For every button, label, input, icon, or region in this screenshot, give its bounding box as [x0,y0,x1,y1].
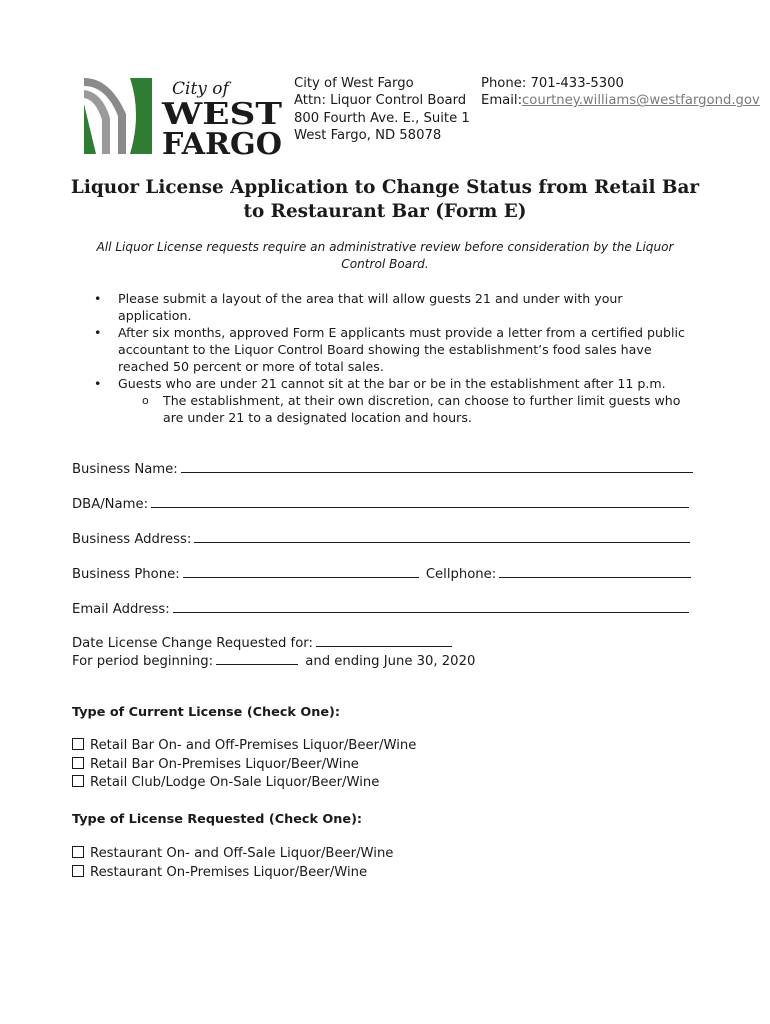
dba-name-input-line[interactable] [151,494,689,508]
intro-line: Control Board. [341,257,429,271]
address-line: Attn: Liquor Control Board [294,93,467,109]
bullet-line: The establishment, at their own discretion, can choose to further limit guests who [163,393,681,408]
checkbox-option[interactable] [72,774,416,793]
current-license-heading: Type of Current License (Check One): [72,705,341,720]
phone-text: Phone: 701-433-5300 [481,76,624,91]
business-name-input-line[interactable] [181,459,693,473]
dba-name-field [72,494,689,513]
sub-list-item [92,392,702,426]
city-of-west-fargo-logo [80,74,284,156]
date-change-label: Date License Change Requested for: [72,636,313,651]
dba-name-label: DBA/Name: [72,497,149,512]
option-label: Restaurant On-Premises Liquor/Beer/Wine [90,864,368,880]
address-line: West Fargo, ND 58078 [294,128,442,144]
checkbox-icon[interactable] [72,757,84,769]
requested-license-options [72,845,393,882]
checkbox-option[interactable] [72,737,416,756]
checkbox-icon[interactable] [72,865,84,877]
list-item [92,324,702,375]
email-address-input-line[interactable] [173,599,689,613]
email-label: Email: [481,93,523,109]
bullet-line: Guests who are under 21 cannot sit at the bar or be in the establishment after 11 p.m. [118,376,666,391]
bullet-line: After six months, approved Form E applicants must provide a letter from a certified public [118,325,685,340]
option-label: Retail Bar On-Premises Liquor/Beer/Wine [90,756,359,772]
period-beginning-label: For period beginning: [72,654,214,669]
period-ending-text: and ending June 30, 2020 [305,654,476,669]
title-line: to Restaurant Bar (Form E) [243,200,527,222]
contact-info [481,75,760,110]
business-address-field [72,529,690,548]
option-label: Restaurant On- and Off-Sale Liquor/Beer/Wine [90,846,394,861]
bullet-line: Please submit a layout of the area that will allow guests 21 and under with your [118,291,623,306]
date-change-field [72,633,452,652]
email-link[interactable]: courtney.williams@westfargond.gov [522,93,760,109]
business-phone-label: Business Phone: [72,567,180,582]
business-name-label: Business Name: [72,462,178,477]
bullet-icon: • [94,325,102,340]
bullet-icon: • [94,291,102,306]
address-line: 800 Fourth Ave. E., Suite 1 [294,110,470,126]
title-line: Liquor License Application to Change Status from Retail Bar [70,177,700,198]
intro-line: All Liquor License requests require an administrative review before consideration by the Liquor [96,240,674,254]
bullet-icon: • [94,376,102,391]
intro-note [70,239,700,273]
email-address-field [72,599,689,618]
circle-bullet-icon: o [142,394,149,407]
business-name-field [72,459,693,478]
option-label: Retail Club/Lodge On-Sale Liquor/Beer/Wine [90,775,380,790]
date-change-input-line[interactable] [316,633,452,647]
bullet-line: reached 50 percent or more of total sales. [118,359,384,374]
logo-west-text: WEST [160,97,283,132]
checkbox-option[interactable] [72,756,416,775]
logo-fargo-text: FARGO [162,127,282,156]
requested-license-heading: Type of License Requested (Check One): [72,812,363,827]
email-address-label: Email Address: [72,602,170,617]
cellphone-input-line[interactable] [499,564,691,578]
instructions-list [92,290,702,426]
business-phone-field [72,564,691,583]
bullet-line: accountant to the Liquor Control Board showing the establishment’s food sales have [118,342,652,357]
option-label: Retail Bar On- and Off-Premises Liquor/Beer/Wine [90,738,417,753]
period-field [72,651,475,670]
checkbox-icon[interactable] [72,775,84,787]
business-address-input-line[interactable] [194,529,690,543]
checkbox-option[interactable] [72,845,393,864]
mailing-address [294,75,470,145]
checkbox-icon[interactable] [72,846,84,858]
logo-city-of-text: City of [172,79,229,99]
list-item [92,290,702,324]
checkbox-option[interactable] [72,864,393,883]
email-line [481,92,760,109]
business-address-label: Business Address: [72,532,192,547]
list-item [92,375,702,392]
address-line: City of West Fargo [294,76,414,91]
form-title [40,176,730,223]
period-beginning-input-line[interactable] [216,651,298,665]
current-license-options [72,737,416,793]
checkbox-icon[interactable] [72,738,84,750]
business-phone-input-line[interactable] [183,564,419,578]
bullet-line: application. [118,308,192,323]
cellphone-label: Cellphone: [425,567,497,582]
bullet-line: are under 21 to a designated location and hours. [163,410,472,425]
